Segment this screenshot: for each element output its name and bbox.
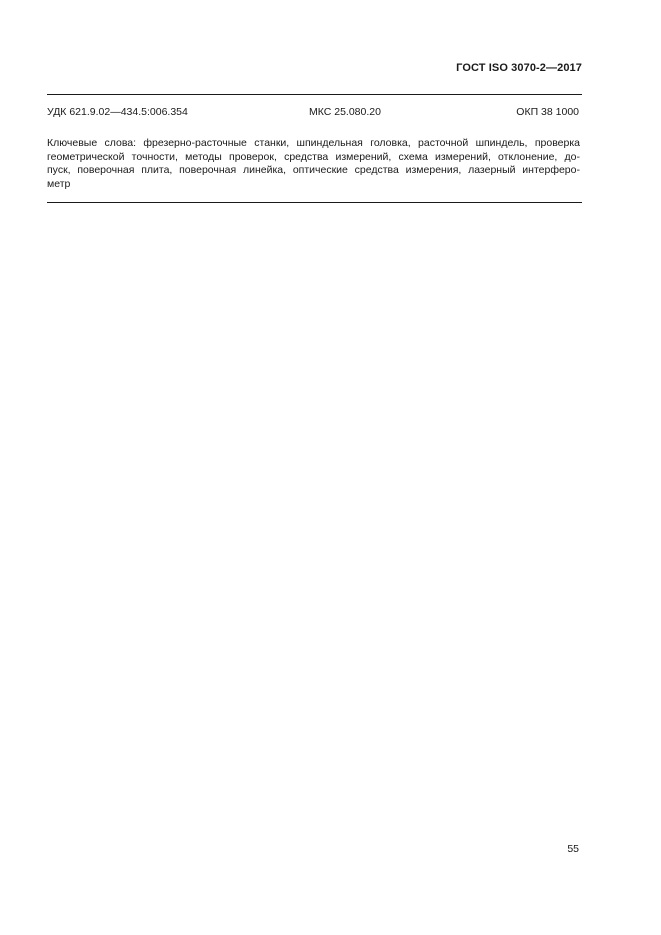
keywords-line-2: геометрической точности, методы проверок, средства измерений, схема измерений, отклонение, до- xyxy=(47,150,580,163)
okp-code: ОКП 38 1000 xyxy=(516,106,579,118)
top-divider xyxy=(47,94,582,95)
keywords-line-3: пуск, поверочная плита, поверочная линейка, оптические средства измерения, лазерный интерферо- xyxy=(47,164,580,176)
page-number: 55 xyxy=(567,843,579,855)
mks-code: МКС 25.080.20 xyxy=(309,106,381,118)
document-code: ГОСТ ISO 3070-2—2017 xyxy=(456,62,582,74)
classification-row xyxy=(47,106,579,120)
udk-code: УДК 621.9.02—434.5:006.354 xyxy=(47,106,188,118)
keywords-line-4: метр xyxy=(47,177,71,190)
keywords-block xyxy=(47,137,580,191)
bottom-divider xyxy=(47,202,582,203)
keywords-line-1: Ключевые слова: фрезерно-расточные станки, шпиндельная головка, расточной шпиндель, проверка xyxy=(47,137,580,149)
